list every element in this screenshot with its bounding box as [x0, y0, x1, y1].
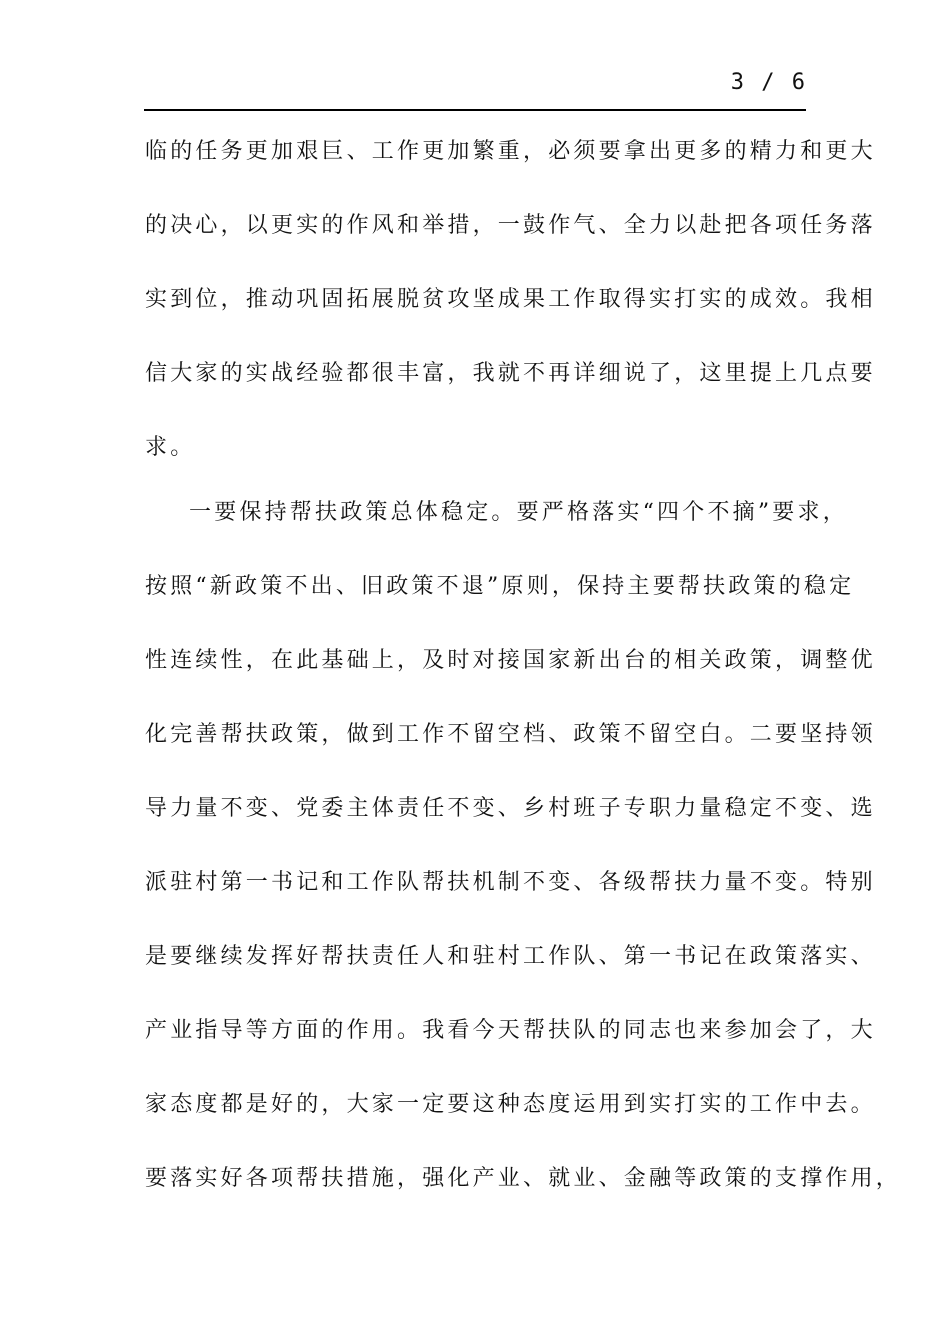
page-number: 3 / 6	[730, 70, 807, 95]
text-line: 产业指导等方面的作用。我看今天帮扶队的同志也来参加会了，大	[145, 1018, 876, 1043]
paragraph-first-line: 一要保持帮扶政策总体稳定。要严格落实“四个不摘”要求，	[189, 500, 848, 525]
text-line: 要落实好各项帮扶措施，强化产业、就业、金融等政策的支撑作用，	[145, 1166, 902, 1191]
text-line: 临的任务更加艰巨、工作更加繁重，必须要拿出更多的精力和更大	[145, 139, 876, 164]
text-line: 的决心，以更实的作风和举措，一鼓作气、全力以赴把各项任务落	[145, 213, 876, 238]
text-line: 家态度都是好的，大家一定要这种态度运用到实打实的工作中去。	[145, 1092, 876, 1117]
text-line: 导力量不变、党委主体责任不变、乡村班子专职力量稳定不变、选	[145, 796, 876, 821]
text-line: 性连续性，在此基础上，及时对接国家新出台的相关政策，调整优	[145, 648, 876, 673]
text-line: 化完善帮扶政策，做到工作不留空档、政策不留空白。二要坚持领	[145, 722, 876, 747]
text-line: 派驻村第一书记和工作队帮扶机制不变、各级帮扶力量不变。特别	[145, 870, 876, 895]
header-divider	[144, 109, 806, 111]
text-line: 实到位，推动巩固拓展脱贫攻坚成果工作取得实打实的成效。我相	[145, 287, 876, 312]
text-line: 求。	[145, 435, 196, 460]
text-line: 按照“新政策不出、旧政策不退”原则，保持主要帮扶政策的稳定	[145, 574, 855, 599]
text-line: 是要继续发挥好帮扶责任人和驻村工作队、第一书记在政策落实、	[145, 944, 876, 969]
text-line: 信大家的实战经验都很丰富，我就不再详细说了，这里提上几点要	[145, 361, 876, 386]
